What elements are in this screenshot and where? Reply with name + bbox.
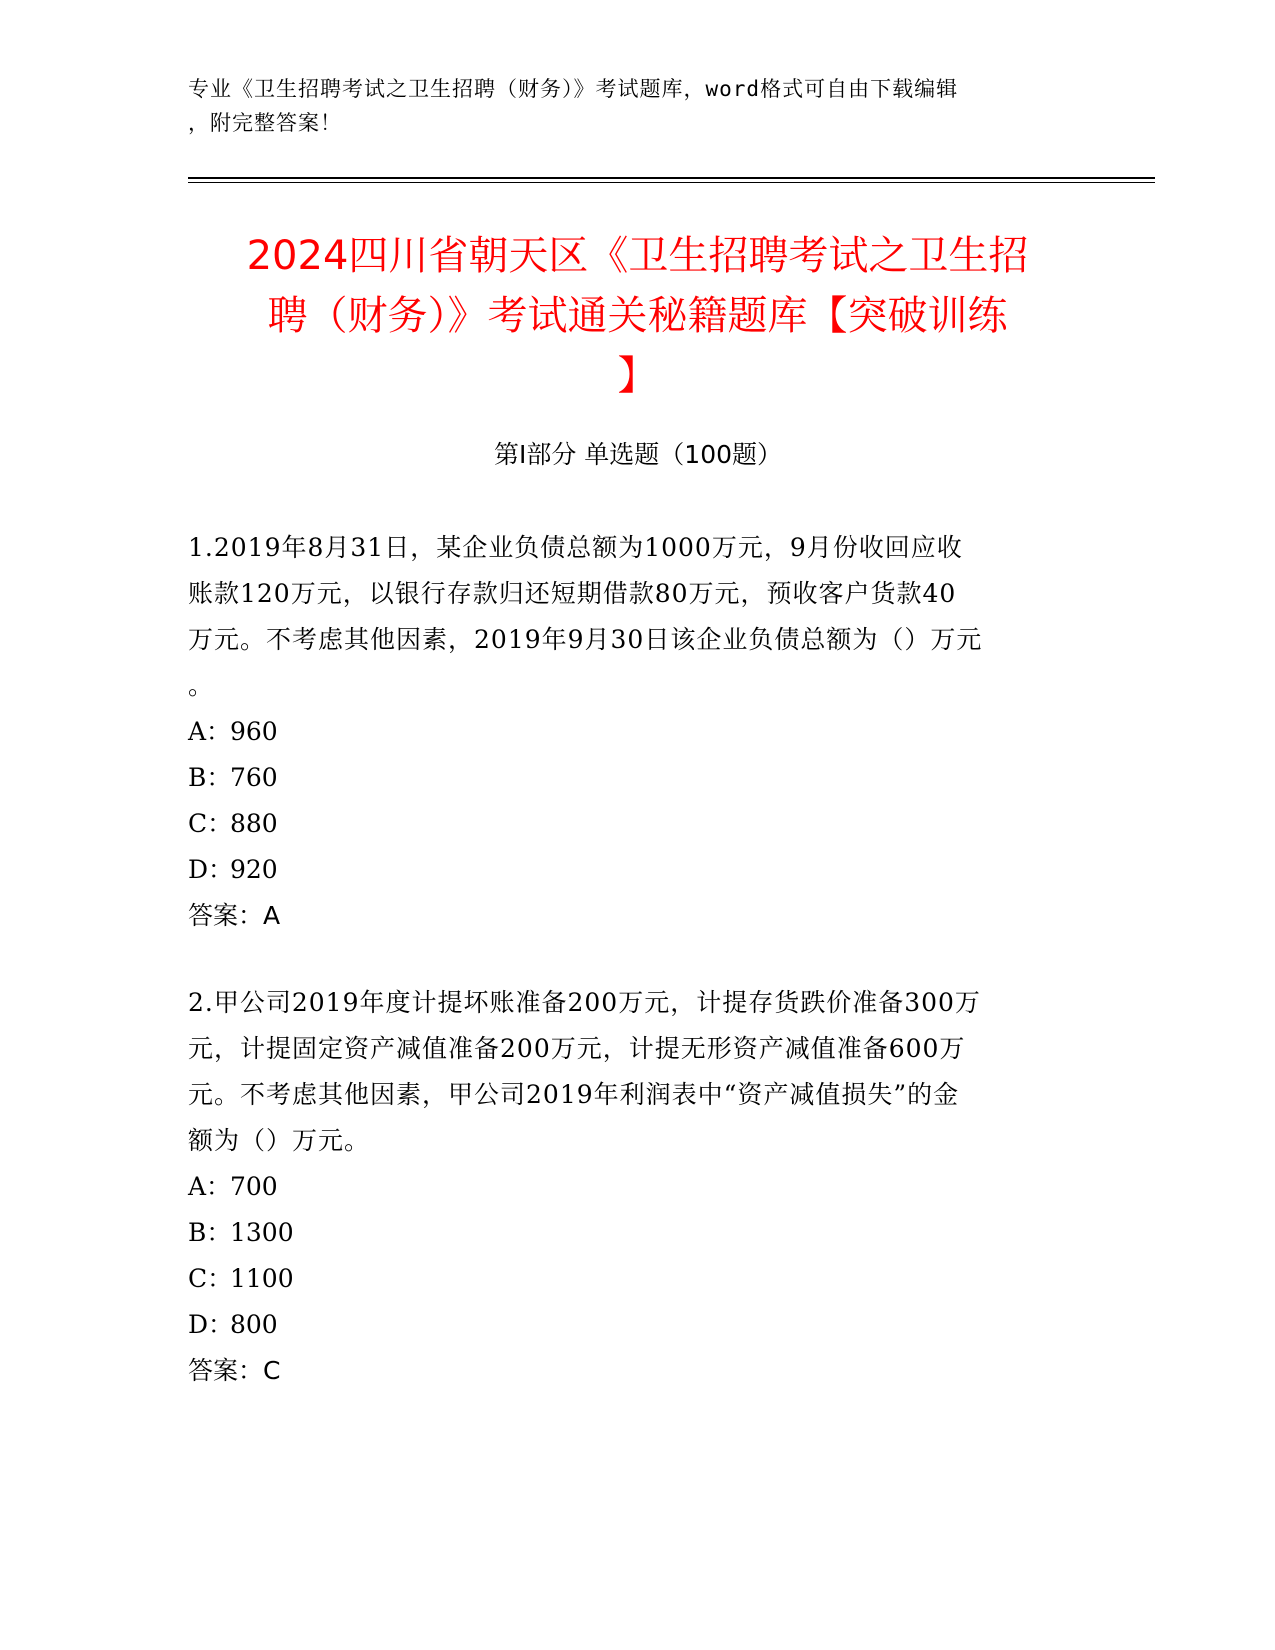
- document-title-line-2: 聘（财务）》考试通关秘籍题库【突破训练: [267, 293, 1008, 339]
- option-value: 960: [230, 717, 278, 746]
- header-note: [188, 72, 1088, 140]
- option-value: 800: [230, 1310, 278, 1339]
- question-stem: [188, 525, 1088, 709]
- header-note-line-1: 专业《卫生招聘考试之卫生招聘（财务）》考试题库，word格式可自由下载编辑: [188, 77, 959, 101]
- option-label: A：: [188, 717, 232, 746]
- option-label: B：: [188, 763, 232, 792]
- stem-line: 元。不考虑其他因素，甲公司2019年利润表中“资产减值损失”的金: [188, 1080, 960, 1109]
- option-value: 1100: [230, 1264, 294, 1293]
- stem-line: 元，计提固定资产减值准备200万元，计提无形资产减值准备600万: [188, 1034, 966, 1063]
- stem-line: 账款120万元，以银行存款归还短期借款80万元，预收客户货款40: [188, 579, 957, 608]
- document-title-line-1: 2024四川省朝天区《卫生招聘考试之卫生招: [246, 233, 1029, 279]
- header-rule-thin: [188, 182, 1155, 183]
- option-label: A：: [188, 1172, 232, 1201]
- stem-line: 2.甲公司2019年度计提坏账准备200万元，计提存货跌价准备300万: [188, 988, 981, 1017]
- document-title-line-3: 】: [617, 353, 658, 399]
- option-a: [188, 709, 1088, 755]
- option-label: B：: [188, 1218, 232, 1247]
- option-b: [188, 755, 1088, 801]
- stem-line: 万元。不考虑其他因素，2019年9月30日该企业负债总额为（）万元: [188, 625, 983, 654]
- header-rule-thick: [188, 177, 1155, 179]
- option-c: [188, 1256, 1088, 1302]
- option-d: [188, 1302, 1088, 1348]
- option-b: [188, 1210, 1088, 1256]
- option-value: 920: [230, 855, 278, 884]
- document-title: [180, 226, 1095, 406]
- option-label: D：: [188, 1310, 234, 1339]
- section-title: 第I部分 单选题（100题）: [493, 440, 783, 469]
- option-label: C：: [188, 809, 233, 838]
- option-label: D：: [188, 855, 234, 884]
- option-a: [188, 1164, 1088, 1210]
- question-2: [188, 980, 1088, 1394]
- option-value: 880: [230, 809, 278, 838]
- option-value: 760: [230, 763, 278, 792]
- option-d: [188, 847, 1088, 893]
- stem-line: 。: [188, 671, 215, 700]
- stem-line: 额为（）万元。: [188, 1126, 371, 1155]
- option-value: 700: [230, 1172, 278, 1201]
- header-note-line-2: ，附完整答案！: [188, 111, 342, 135]
- answer: 答案：A: [188, 901, 281, 930]
- answer: 答案：C: [188, 1356, 281, 1385]
- option-c: [188, 801, 1088, 847]
- stem-line: 1.2019年8月31日，某企业负债总额为1000万元，9月份收回应收: [188, 533, 963, 562]
- option-label: C：: [188, 1264, 233, 1293]
- question-stem: [188, 980, 1088, 1164]
- option-value: 1300: [230, 1218, 294, 1247]
- question-1: [188, 525, 1088, 939]
